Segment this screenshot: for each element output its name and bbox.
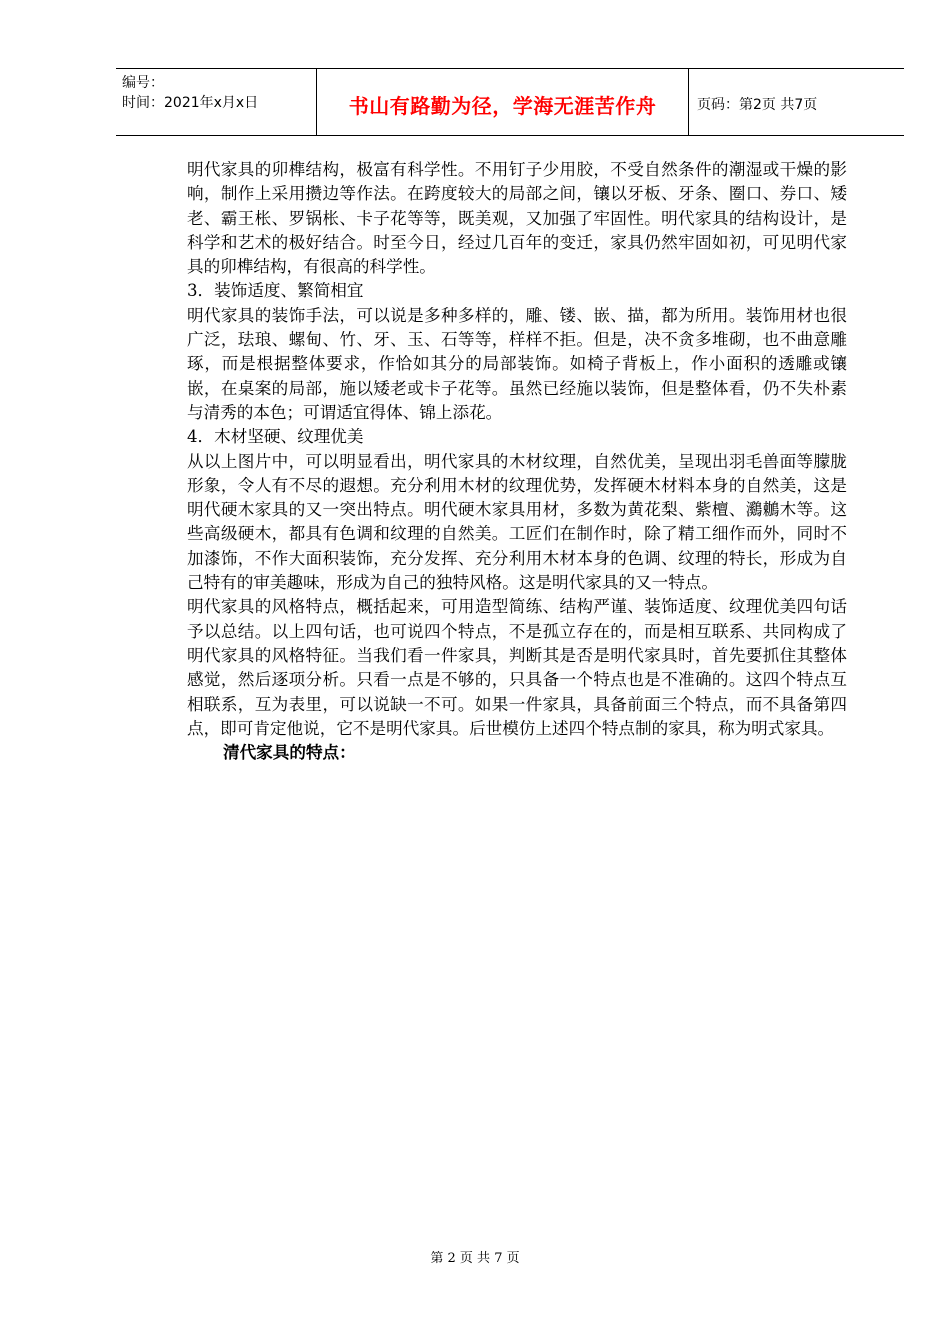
document-time-label: 时间：2021年x月x日 bbox=[122, 95, 259, 111]
section-heading: 清代家具的特点： bbox=[223, 743, 356, 763]
header-meta bbox=[116, 69, 316, 135]
section-subheading: 4．木材坚硬、纹理优美 bbox=[187, 427, 364, 447]
body-paragraph: 明代家具的装饰手法，可以说是多种多样的，雕、镂、嵌、描，都为所用。装饰用材也很广泛，珐琅、螺甸、竹、牙、玉、石等等，样样不拒。但是，决不贪多堆砌，也不曲意雕琢，而是根据整体要求，作恰如其分的局部装饰。如椅子背板上，作小面积的透雕或镶嵌，在桌案的局部，施以矮老或卡子花等。虽然已经施以装饰，但是整体看，仍不失朴素与清秀的本色；可谓适宜得体、锦上添花。 bbox=[187, 305, 847, 422]
header-page-info: 页码：第2页 共7页 bbox=[697, 97, 818, 113]
header-motto-cell bbox=[316, 69, 689, 135]
document-header bbox=[116, 68, 904, 136]
document-number-label: 编号： bbox=[122, 75, 164, 91]
header-motto: 书山有路勤为径，学海无涯苦作舟 bbox=[348, 93, 657, 118]
header-page-info-cell bbox=[689, 69, 904, 135]
body-paragraph: 明代家具的风格特点，概括起来，可用造型简练、结构严谨、装饰适度、纹理优美四句话予以总结。以上四句话，也可说四个特点，不是孤立存在的，而是相互联系、共同构成了明代家具的风格特征。当我们看一件家具，判断其是否是明代家具时，首先要抓住其整体感觉，然后逐项分析。只看一点是不够的，只具备一个特点也是不准确的。这四个特点互相联系，互为表里，可以说缺一不可。如果一件家具，具备前面三个特点，而不具备第四点，即可肯定他说，它不是明代家具。后世模仿上述四个特点制的家具，称为明式家具。 bbox=[187, 597, 847, 738]
section-subheading: 3．装饰适度、繁简相宜 bbox=[187, 281, 364, 301]
body-paragraph: 从以上图片中，可以明显看出，明代家具的木材纹理，自然优美，呈现出羽毛兽面等朦胧形象，令人有不尽的遐想。充分利用木材的纹理优势，发挥硬木材料本身的自然美，这是明代硬木家具的又一突出特点。明代硬木家具用材，多数为黄花梨、紫檀、鸂鶒木等。这些高级硬木，都具有色调和纹理的自然美。工匠们在制作时，除了精工细作而外，同时不加漆饰，不作大面积装饰，充分发挥、充分利用木材本身的色调、纹理的特长，形成为自己特有的审美趣味，形成为自己的独特风格。这是明代家具的又一特点。 bbox=[187, 451, 847, 593]
body-paragraph: 明代家具的卯榫结构，极富有科学性。不用钉子少用胶，不受自然条件的潮湿或干燥的影响，制作上采用攒边等作法。在跨度较大的局部之间，镶以牙板、牙条、圈口、券口、矮老、霸王枨、罗锅枨、卡子花等等，既美观，又加强了牢固性。明代家具的结构设计，是科学和艺术的极好结合。时至今日，经过几百年的变迁，家具仍然牢固如初，可见明代家具的卯榫结构，有很高的科学性。 bbox=[187, 160, 847, 277]
document-body bbox=[187, 158, 847, 765]
page-footer: 第 2 页 共 7 页 bbox=[430, 1251, 520, 1266]
